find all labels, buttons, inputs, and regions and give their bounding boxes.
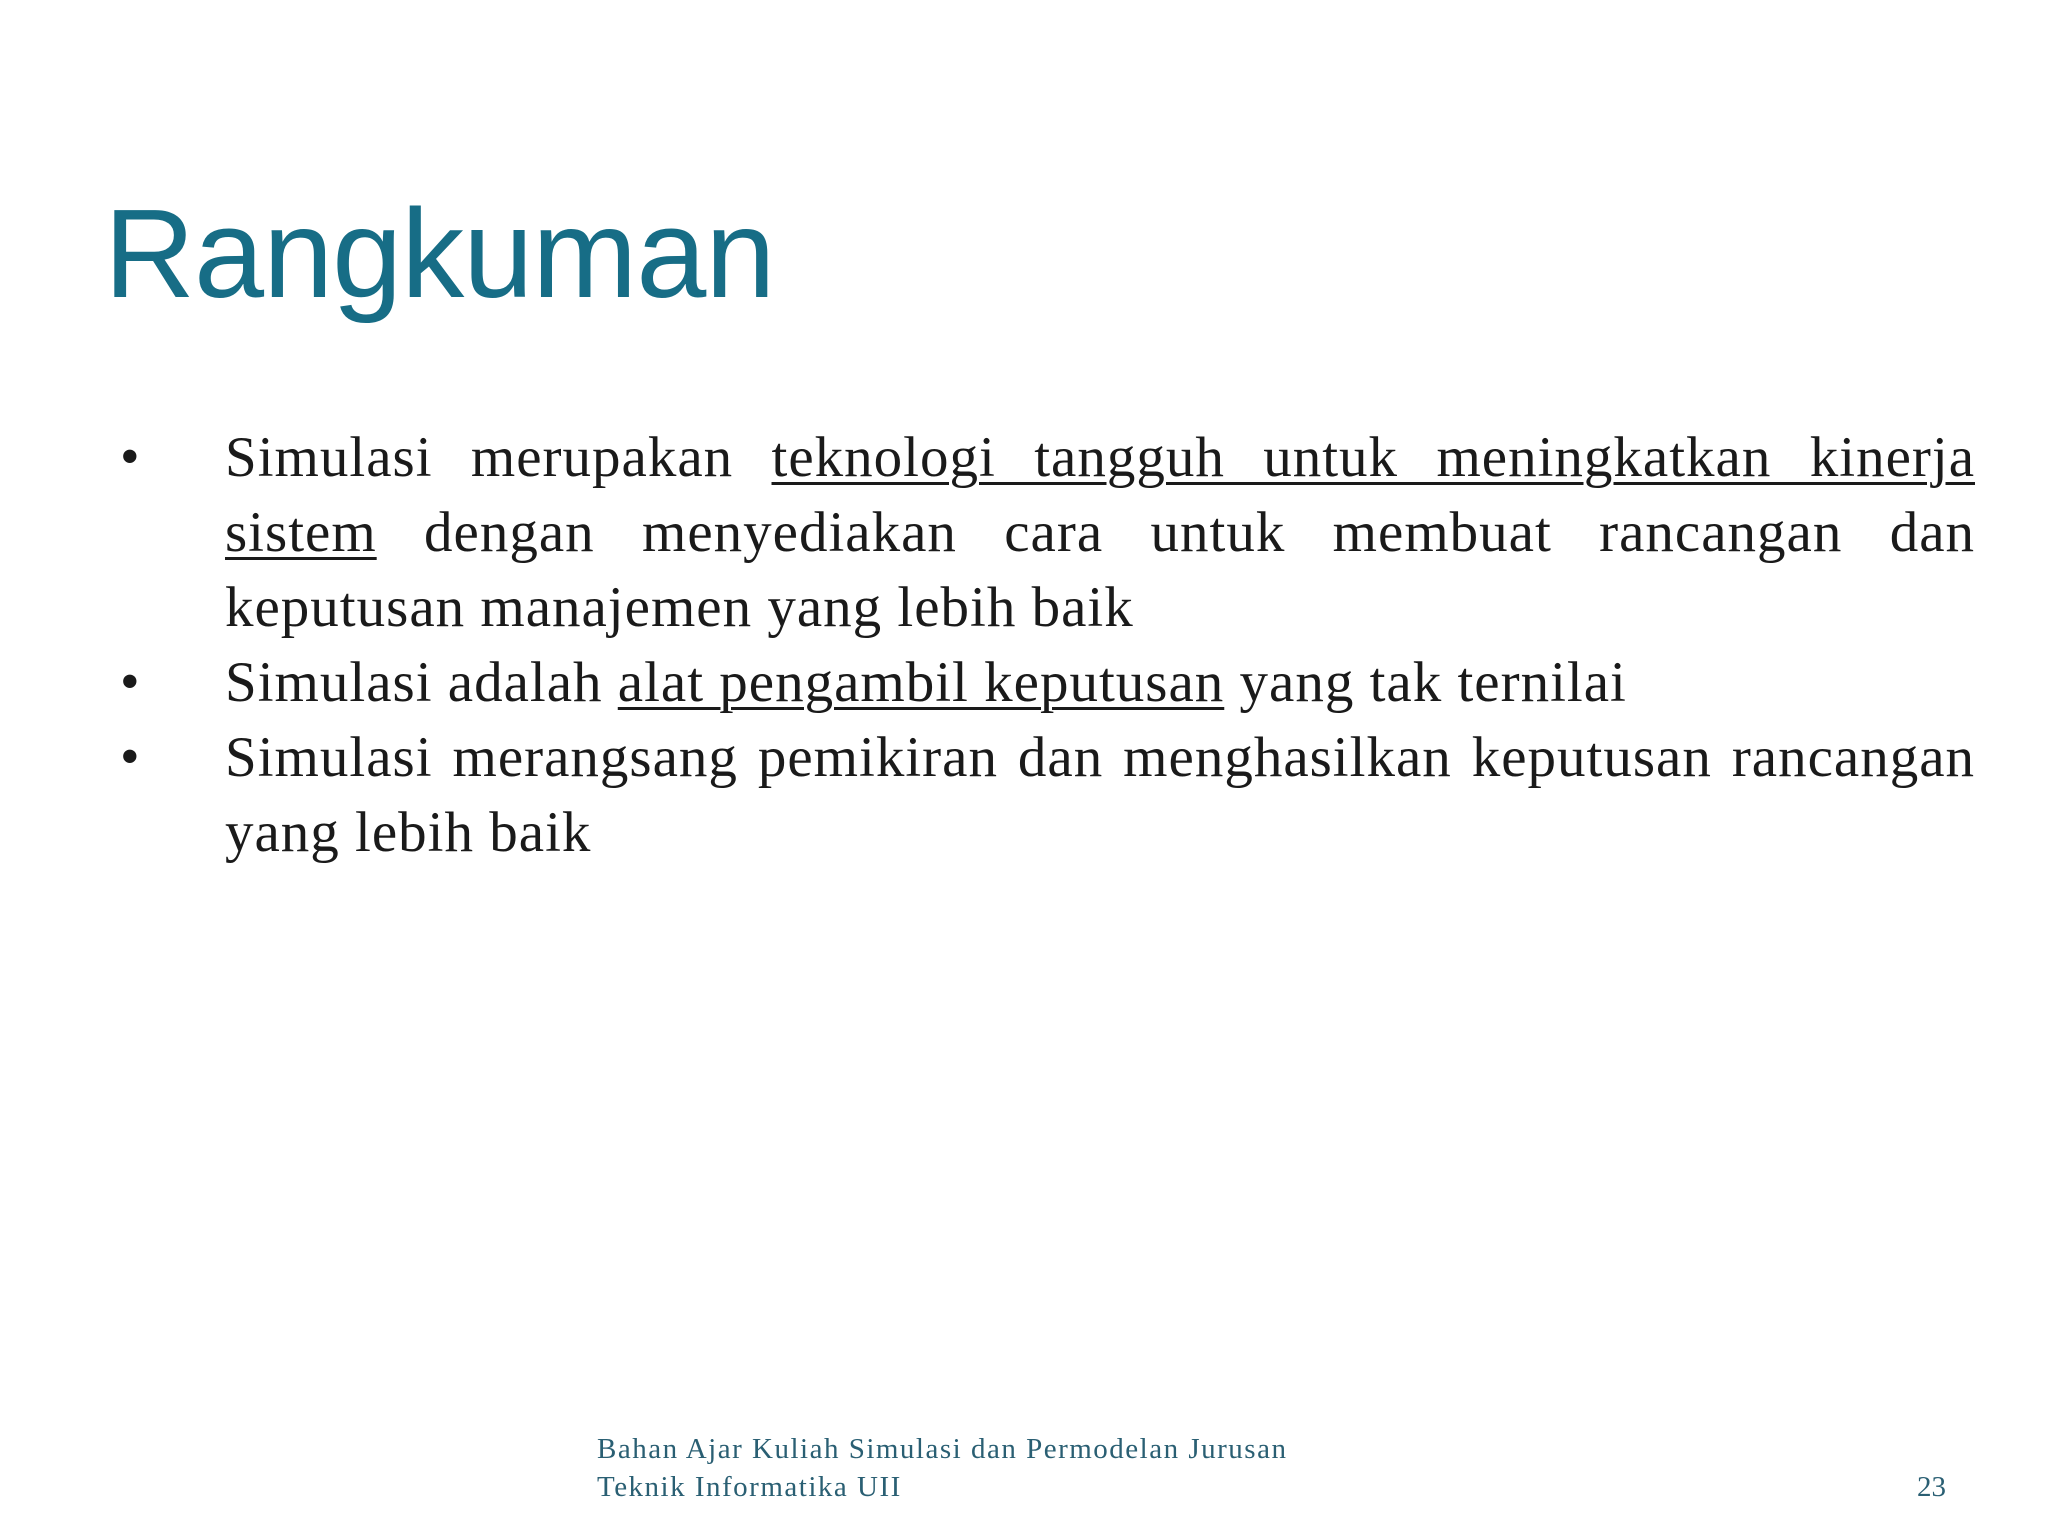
bullet-item bbox=[0, 420, 2048, 645]
footer-line: Teknik Informatika UII bbox=[597, 1471, 902, 1503]
bullet-text bbox=[225, 720, 1975, 870]
bullet-marker: • bbox=[120, 651, 140, 713]
underlined-text-segment: teknologi tangguh untuk meningkatkan kinerja sistem bbox=[225, 426, 1975, 564]
bullet-text bbox=[225, 645, 1975, 720]
bullet-text-segment: Simulasi merupakan bbox=[225, 426, 772, 489]
slide-title: Rangkuman bbox=[104, 183, 775, 324]
bullet-item bbox=[0, 645, 2048, 720]
bullet-item bbox=[0, 720, 2048, 870]
bullet-text-segment: Simulasi adalah bbox=[225, 651, 618, 714]
bullet-text-segment: dengan menyediakan cara untuk membuat rancangan dan keputusan manajemen yang lebih baik bbox=[225, 501, 1975, 639]
bullet-list bbox=[0, 420, 2048, 870]
bullet-marker: • bbox=[120, 726, 140, 788]
underlined-text-segment: alat pengambil keputusan bbox=[617, 651, 1225, 714]
footer-line: Bahan Ajar Kuliah Simulasi dan Permodelan Jurusan bbox=[597, 1433, 1288, 1465]
page-number: 23 bbox=[1917, 1471, 1946, 1503]
slide-footer bbox=[597, 1430, 1287, 1506]
bullet-text-segment: yang tak ternilai bbox=[1224, 651, 1627, 714]
bullet-text bbox=[225, 420, 1975, 645]
bullet-marker: • bbox=[120, 426, 140, 488]
bullet-text-segment: Simulasi merangsang pemikiran dan menghasilkan keputusan rancangan yang lebih baik bbox=[225, 726, 1975, 864]
